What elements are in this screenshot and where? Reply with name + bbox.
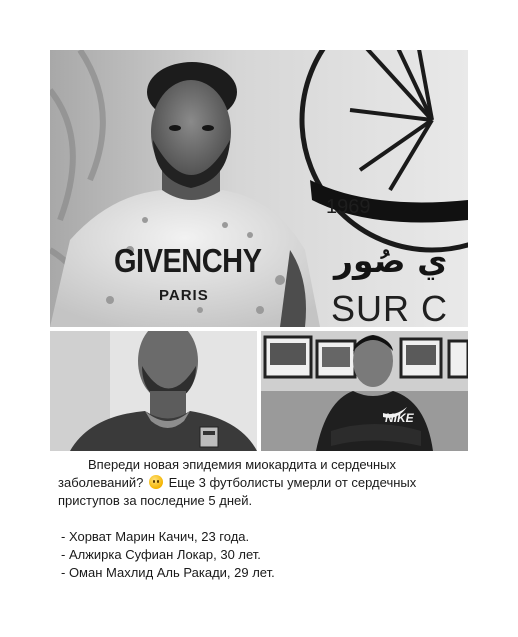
post-caption bbox=[58, 456, 458, 582]
post-photo-left[interactable] bbox=[50, 331, 257, 451]
photo-left-image bbox=[50, 331, 257, 451]
shirt-city-text: PARIS bbox=[159, 287, 209, 304]
club-latin-text: SUR C bbox=[331, 288, 449, 329]
jacket-brand-text: NIKE bbox=[385, 411, 414, 425]
caption-line-2-start: заболеваний? bbox=[58, 475, 144, 490]
caption-line-2-end: Еще 3 футболисты умерли от сердечных bbox=[164, 475, 417, 490]
players-list bbox=[58, 528, 458, 582]
list-item: - Хорват Марин Качич, 23 года. bbox=[61, 529, 250, 544]
caption-line-3: приступов за последние 5 дней. bbox=[58, 493, 253, 508]
club-arabic-text: ي صُور bbox=[334, 241, 448, 280]
shirt-brand-text: GIVENCHY bbox=[114, 243, 262, 280]
photo-main-image bbox=[50, 50, 468, 327]
club-year-text: 1969 bbox=[326, 196, 371, 218]
list-item: - Оман Махлид Аль Ракади, 29 лет. bbox=[61, 565, 275, 580]
caption-line-2 bbox=[58, 474, 458, 492]
post-photo-main[interactable] bbox=[50, 50, 468, 327]
list-item: - Алжирка Суфиан Локар, 30 лет. bbox=[61, 547, 261, 562]
post-photo-right[interactable] bbox=[261, 331, 468, 451]
thinking-face-icon bbox=[149, 475, 163, 489]
caption-line-1: Впереди новая эпидемия миокардита и сердечных bbox=[88, 457, 397, 472]
photo-right-image bbox=[261, 331, 468, 451]
